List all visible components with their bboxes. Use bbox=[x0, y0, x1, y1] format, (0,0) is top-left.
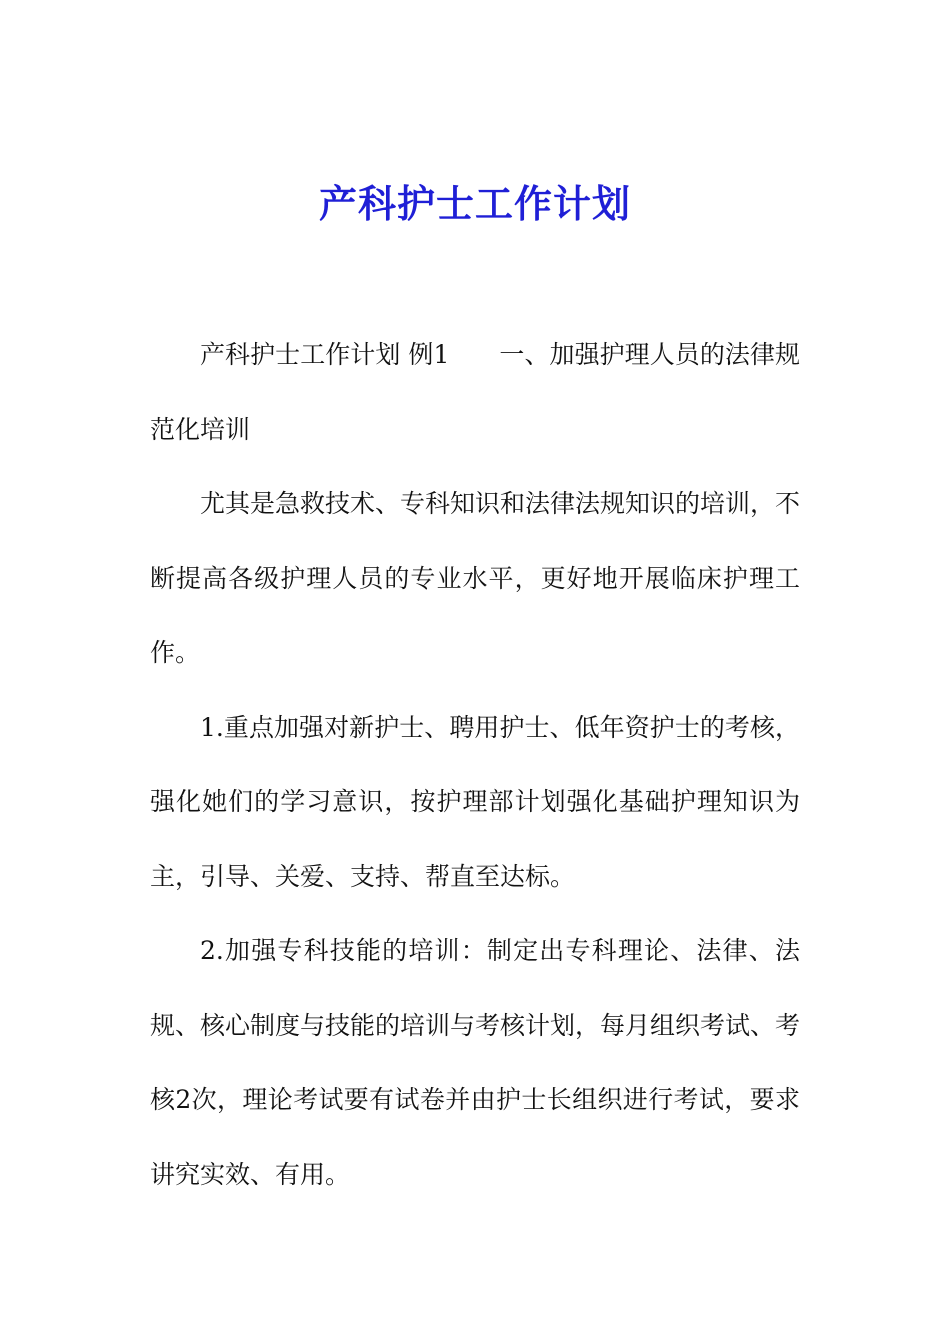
paragraph-2: 1.重点加强对新护士、聘用护士、低年资护士的考核，强化她们的学习意识，按护理部计划强化基础护理知识为主，引导、关爱、支持、帮直至达标。 bbox=[150, 712, 800, 891]
intro-paragraph bbox=[150, 318, 800, 467]
document-body bbox=[150, 318, 800, 1212]
intro-heading: 一、加强护理人员的法律规范化培训 bbox=[150, 340, 800, 444]
paragraph-3: 2.加强专科技能的培训：制定出专科理论、法律、法规、核心制度与技能的培训与考核计划，每月组织考试、考核2次，理论考试要有试卷并由护士长组织进行考试，要求讲究实效、有用。 bbox=[150, 936, 801, 1189]
document-title: 产科护士工作计划 bbox=[318, 181, 631, 226]
intro-lead: 产科护士工作计划 例1 bbox=[200, 340, 450, 369]
paragraph-1: 尤其是急救技术、专科知识和法律法规知识的培训，不断提高各级护理人员的专业水平，更好地开展临床护理工作。 bbox=[150, 489, 801, 667]
